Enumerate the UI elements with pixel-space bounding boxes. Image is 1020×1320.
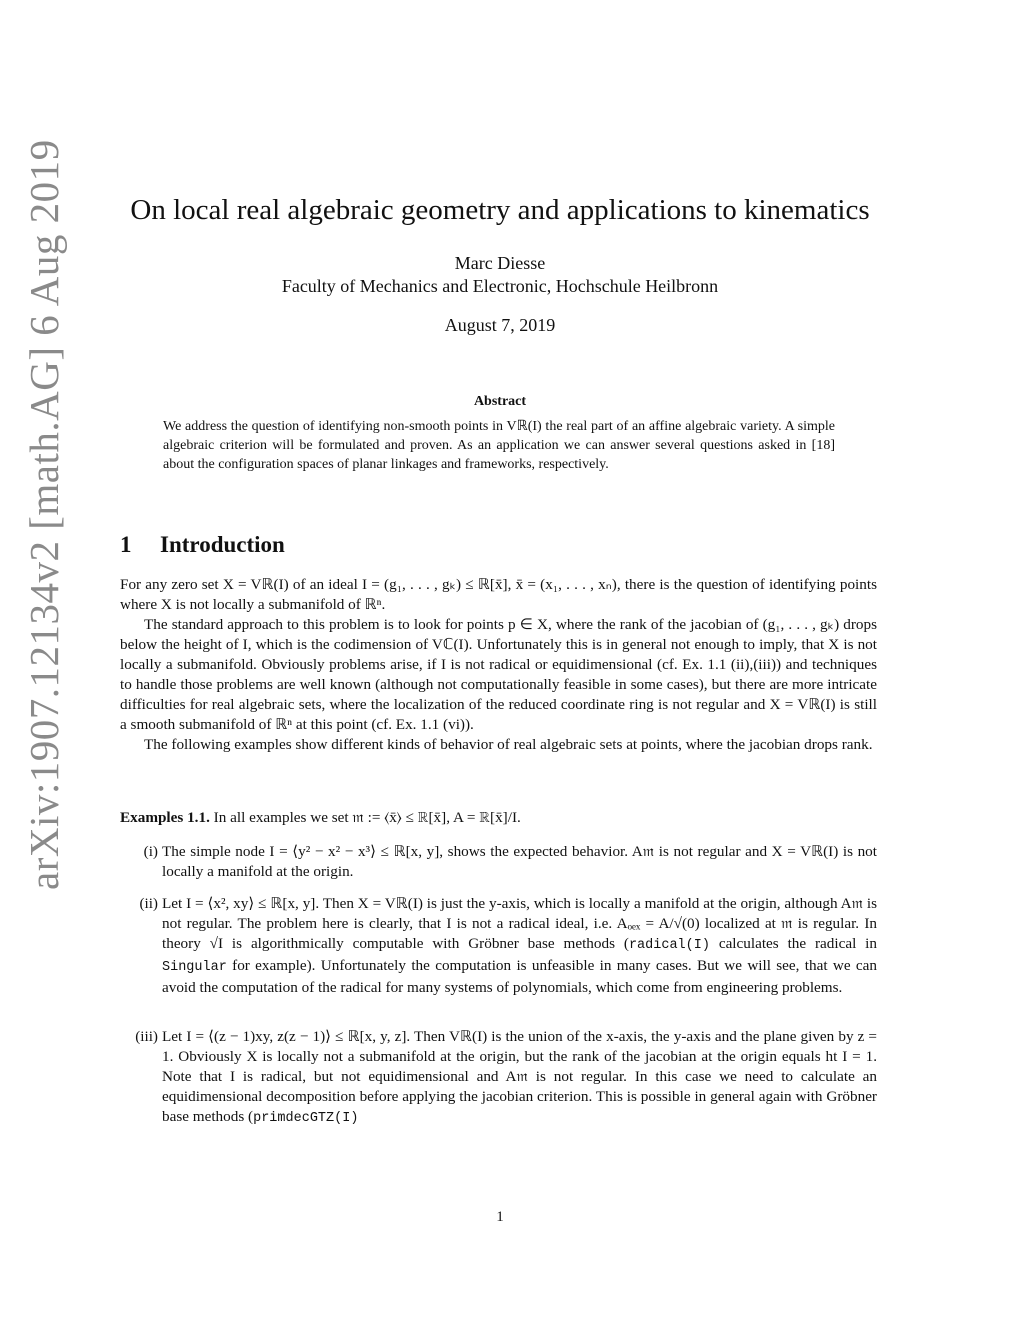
- section-number: 1: [120, 532, 132, 557]
- example-text: The simple node I = ⟨y² − x² − x³⟩ ≤ ℝ[x, y], shows the expected behavior. A𝔪 is not regular and X = Vℝ(I) is not locally a manifold at the origin.: [162, 843, 877, 880]
- example-text: [162, 1027, 877, 1129]
- intro-paragraph-3: The following examples show different kinds of behavior of real algebraic sets at points, where the jacobian drops rank.: [144, 736, 873, 753]
- paper-title: On local real algebraic geometry and applications to kinematics: [130, 194, 870, 226]
- example-text-part: Let I = ⟨(z − 1)xy, z(z − 1)⟩ ≤ ℝ[x, y, z]. Then Vℝ(I) is the union of the x-axis, the y-axis and the plane given by z = 1. Obviously X is locally not a submanifold at the origin, but the rank of the jacobian at the origin equals ht I = 1. Note that I is radical, but not equidimensional and A𝔪 is not regular. In this case we need to calculate an equidimensional decomposition before applying the jacobian criterion. This is possible in general again with Gröbner base methods (: [162, 1028, 877, 1125]
- abstract-text: We address the question of identifying non-smooth points in Vℝ(I) the real part of an affine algebraic variety. A simple algebraic criterion will be formulated and proven. As an application we can answer several questions asked in [18] about the configuration spaces of planar linkages and frameworks, respectively.: [163, 419, 835, 472]
- author-name: Marc Diesse: [454, 253, 546, 273]
- intro-paragraph-1: For any zero set X = Vℝ(I) of an ideal I = (g₁, . . . , gₖ) ≤ ℝ[x̄], x̄ = (x₁, . . . , xₙ), there is the question of identifying points where X is not locally a submanifold of ℝⁿ.: [120, 576, 877, 613]
- example-item-iii: [120, 1027, 877, 1129]
- examples-intro: [120, 808, 877, 828]
- example-text: [162, 894, 877, 998]
- intro-paragraph-2: The standard approach to this problem is to look for points p ∈ X, where the rank of the jacobian of (g₁, . . . , gₖ) drops below the height of I, which is the codimension of Vℂ(I). Unfortunately this is in general not enough to imply, that X is not locally a submanifold. Obviously problems arise, if I is not radical or equidimensional (cf. Ex. 1.1 (ii),(iii)) and techniques to handle those problems are well known (although not computationally feasible in some cases), but there are more intricate difficulties for real algebraic sets, where the localization of the reduced coordinate ring is not regular and X = Vℝ(I) is still a smooth submanifold of ℝⁿ at this point (cf. Ex. 1.1 (vi)).: [120, 616, 877, 733]
- intro-body: [120, 575, 877, 755]
- arxiv-identifier-stamp: arXiv:1907.12134v2 [math.AG] 6 Aug 2019: [21, 139, 67, 890]
- example-item-i: [120, 842, 877, 882]
- author-affiliation: Faculty of Mechanics and Electronic, Hochschule Heilbronn: [281, 276, 719, 296]
- examples-intro-text: In all examples we set 𝔪 := ⟨x̄⟩ ≤ ℝ[x̄], A = ℝ[x̄]/I.: [213, 809, 521, 826]
- example-label: (ii): [139, 895, 158, 912]
- example-label: (i): [143, 843, 158, 860]
- example-text-part: Let I = ⟨x², xy⟩ ≤ ℝ[x, y]. Then X = Vℝ(I) is just the y-axis, which is locally a manifold at the origin, although A𝔪 is not regular. The problem here is clearly, that I is not a radical ideal, i.e. Aₒₑₓ = A/√(0) localized at 𝔪 is regular. In theory √I is algorithmically computable with Gröbner base methods (: [162, 895, 877, 952]
- example-text-part: calculates the radical in: [709, 935, 877, 952]
- examples-label: Examples 1.1.: [120, 809, 210, 826]
- code-singular: Singular: [162, 960, 227, 975]
- page-number: 1: [496, 1209, 504, 1225]
- code-primdec: primdecGTZ(I): [253, 1111, 359, 1126]
- section-heading: [120, 532, 285, 558]
- example-item-ii: [120, 894, 877, 998]
- example-label: (iii): [135, 1028, 158, 1045]
- code-radical: radical(I): [628, 938, 710, 953]
- example-text-part: for example). Unfortunately the computation is unfeasible in many cases. But we will see, that we can avoid the computation of the radical for many systems of polynomials, which come from engineering problems.: [162, 957, 877, 996]
- section-title: Introduction: [160, 532, 285, 557]
- abstract-heading: Abstract: [473, 394, 527, 409]
- paper-date: August 7, 2019: [444, 315, 556, 335]
